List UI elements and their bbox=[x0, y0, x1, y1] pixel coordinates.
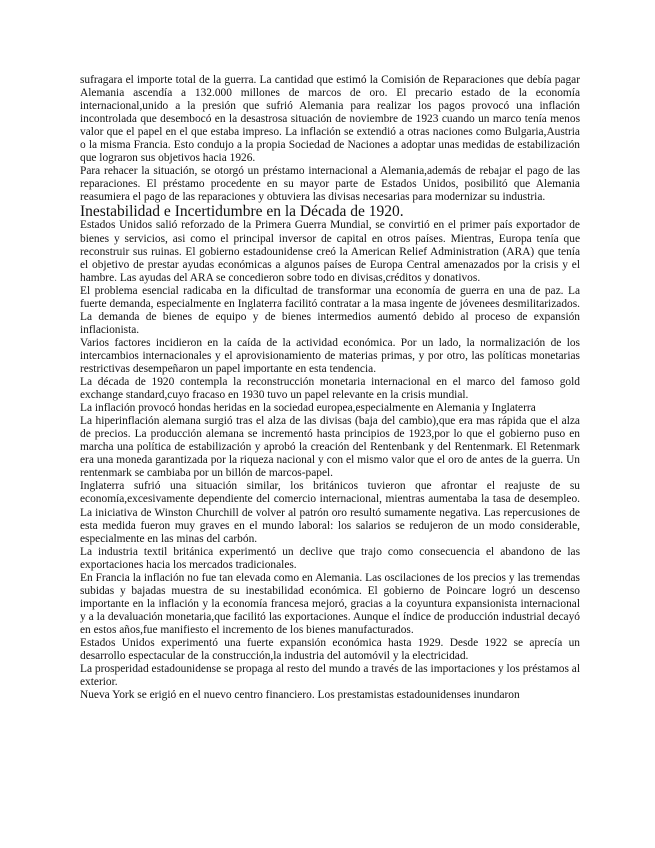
paragraph-varios-factores: Varios factores incidieron en la caída de la actividad económica. Por un lado, la normalización de los intercambios internacionales y el aprovisionamiento de materias primas, y por otro, las políticas monetarias restrictivas desempeñaron un papel importante en esta tendencia. bbox=[80, 336, 580, 375]
document-page bbox=[80, 74, 580, 702]
section-heading: Inestabilidad e Incertidumbre en la Década de 1920. bbox=[80, 203, 404, 221]
paragraph-prosperidad: La prosperidad estadounidense se propaga al resto del mundo a través de las importaciones y los préstamos al exterior. bbox=[80, 663, 580, 689]
paragraph-expansion-eeuu: Estados Unidos experimentó una fuerte expansión económica hasta 1929. Desde 1922 se aprecía un desarrollo espectacular de la construcción,la industria del automóvil y la electricidad. bbox=[80, 636, 580, 663]
paragraph-inglaterra: Inglaterra sufrió una situación similar, los británicos tuvieron que afrontar el reajuste de su economía,excesivamente dependiente del comercio internacional, mientras aumentaba la tasa de desempleo. La iniciativa de Winston Churchill de volver al patrón oro resultó sumamente negativa. Las repercusiones de esta medida fueron muy graves en el mundo laboral: los salarios se redujeron de un modo considerable, especialmente en las minas del carbón. bbox=[80, 480, 580, 545]
paragraph-decada-1920: La década de 1920 contempla la reconstrucción monetaria internacional en el marco del famoso gold exchange standard,cuyo fracaso en 1930 tuvo un papel relevante en la crisis mundial. bbox=[80, 376, 580, 402]
paragraph-reparaciones: sufragara el importe total de la guerra. La cantidad que estimó la Comisión de Reparaciones que debía pagar Alemania ascendía a 132.000 millones de marcos de oro. El precario estado de la economía internacional,unido a la presión que sufrió Alemania para realizar los pagos provocó una inflación incontrolada que desembocó en la desastrosa situación de noviembre de 1923 cuando un marco tenía menos valor que el papel en el que estaba impreso. La inflación se extendió a otras naciones como Bulgaria,Austria o la misma Francia. Esto condujo a la propia Sociedad de Naciones a adoptar unas medidas de estabilización que lograron sus objetivos hacia 1926. bbox=[80, 74, 580, 165]
paragraph-nueva-york: Nueva York se erigió en el nuevo centro financiero. Los prestamistas estadounidenses inundaron bbox=[80, 689, 520, 702]
paragraph-hiperinflacion: La hiperinflación alemana surgió tras el alza de las divisas (baja del cambio),que era mas rápida que el alza de precios. La producción alemana se incrementó hasta principios de 1923,por lo que el gobierno puso en marcha una política de estabilización y aprobó la creación del Rentenbank y del Rentenmark. El Retenmark era una moneda garantizada por la riqueza nacional y con el mismo valor que el oro de antes de la guerra. Un rentenmark se cambiaba por un billón de marcos-papel. bbox=[80, 415, 580, 480]
paragraph-prestamo-internacional: Para rehacer la situación, se otorgó un préstamo internacional a Alemania,además de rebajar el pago de las reparaciones. El préstamo procedente en su mayor parte de Estados Unidos, posibilitó que Alemania reasumiera el pago de las reparaciones y obtuviera las divisas necesarias para modernizar su industria. bbox=[80, 165, 580, 204]
paragraph-estados-unidos: Estados Unidos salió reforzado de la Primera Guerra Mundial, se convirtió en el primer país exportador de bienes y servicios, asi como el principal inversor de capital en otros países. Mientras, Europa tenía que reconstruir sus ruinas. El gobierno estadounidense creó la American Relief Administration (ARA) que tenía el objetivo de prestar ayudas económicas a algunos países de Europa Central amenazados por la crisis y el hambre. Las ayudas del ARA se concedieron sobre todo en divisas,créditos y donativos. bbox=[80, 219, 580, 284]
paragraph-problema-esencial: El problema esencial radicaba en la dificultad de transformar una economía de guerra en una de paz. La fuerte demanda, especialmente en Inglaterra facilitó contratar a la masa ingente de jóvenees desmilitarizados. La demanda de bienes de equipo y de bienes intermedios aumentó debido al proceso de expansión inflacionista. bbox=[80, 284, 580, 336]
paragraph-inflacion: La inflación provocó hondas heridas en la sociedad europea,especialmente en Alemania y Inglaterra bbox=[80, 402, 536, 415]
paragraph-industria-textil: La industria textil británica experimentó un declive que trajo como consecuencia el abandono de las exportaciones hacia los mercados tradicionales. bbox=[80, 545, 580, 571]
paragraph-francia: En Francia la inflación no fue tan elevada como en Alemania. Las oscilaciones de los precios y las tremendas subidas y bajadas muestra de su inestabilidad económica. El gobierno de Poincare logró un descenso importante en la inflación y la economía francesa mejoró, gracias a la coyuntura expansionista internacional y a la devaluación monetaria,que facilitó las exportaciones. Aunque el índice de producción industrial decayó en estos años,fue manifiesto el incremento de los bienes manufacturados. bbox=[80, 571, 580, 636]
